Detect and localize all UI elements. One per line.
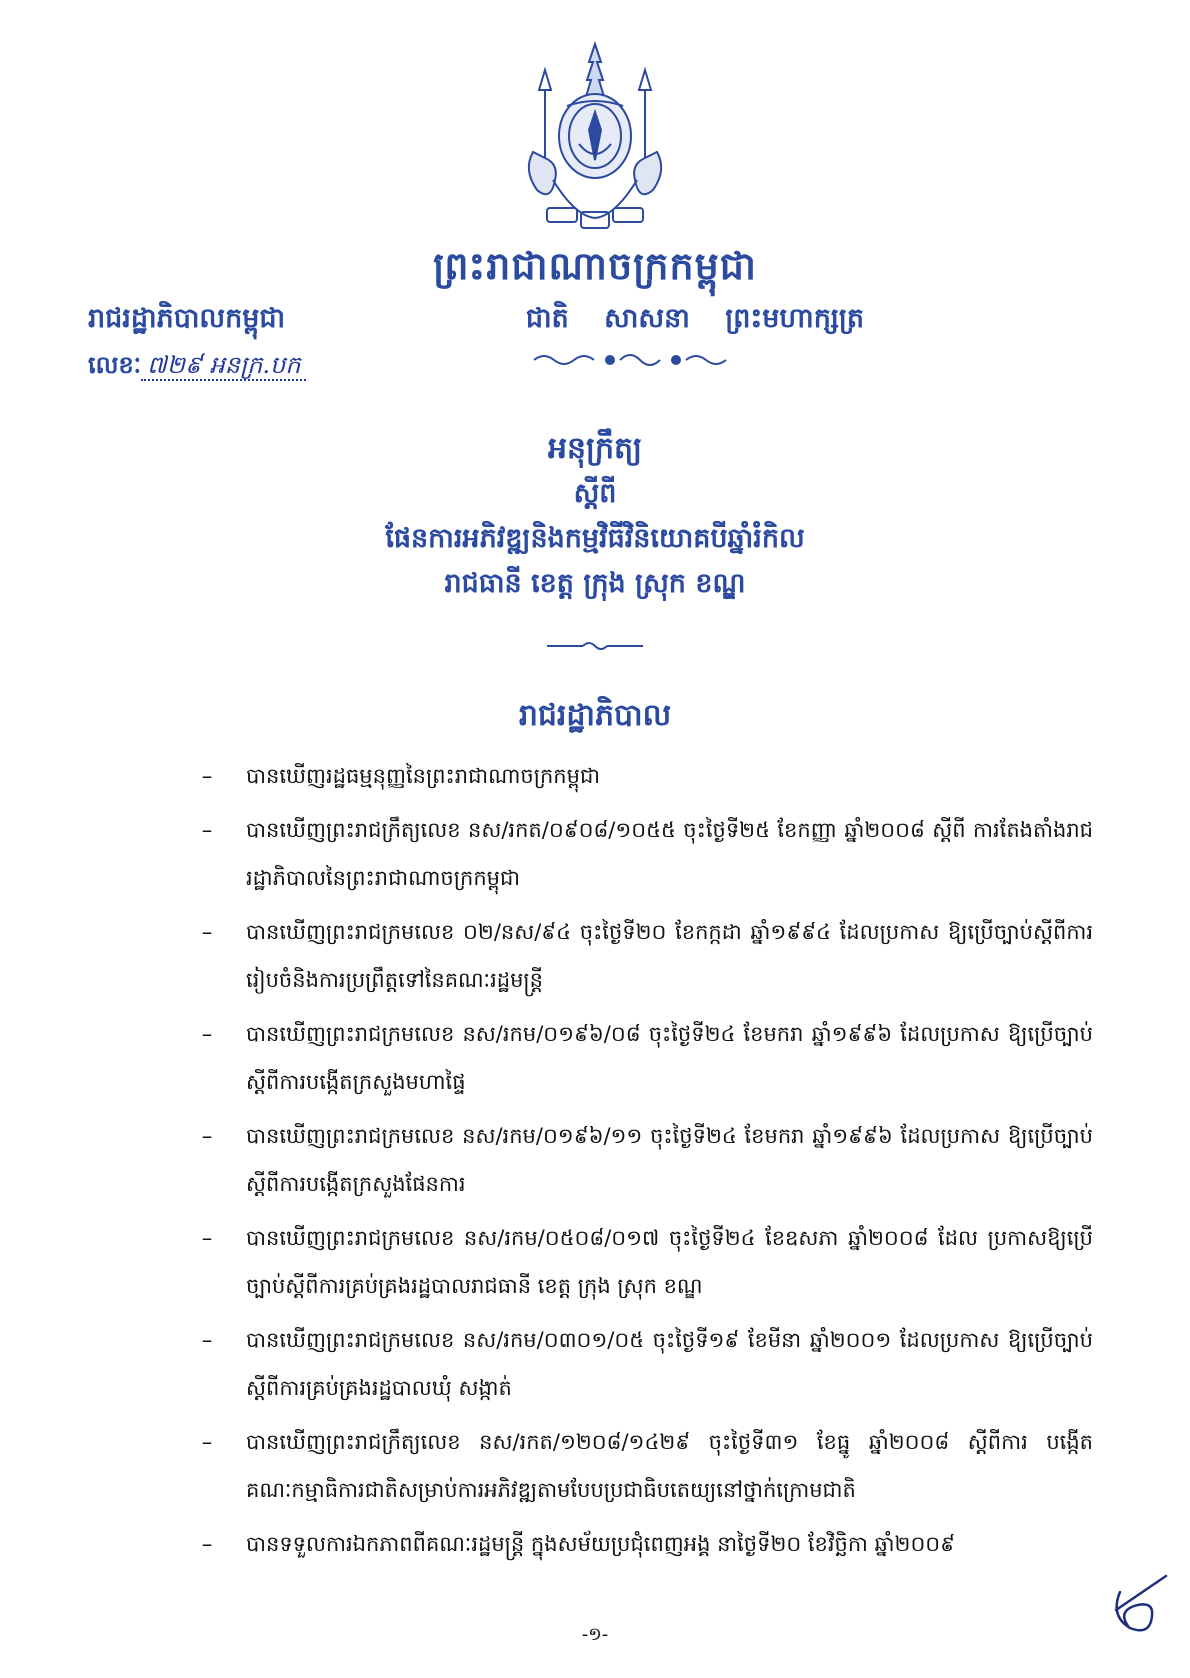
preamble-list [198, 752, 1093, 1574]
bullet-dash: – [201, 1124, 213, 1148]
preamble-text: បានឃើញរដ្ឋធម្មនុញ្ញនៃព្រះរាជាណាចក្រកម្ពុជា [246, 764, 600, 788]
government-heading: រាជរដ្ឋាភិបាល [518, 698, 672, 733]
national-motto: ជាតិ សាសនា ព្រះមហាក្សត្រ [525, 303, 865, 334]
bullet-dash: – [201, 1430, 213, 1454]
list-item [198, 1010, 1093, 1106]
bullet-dash: – [201, 1226, 213, 1250]
list-item [198, 1214, 1093, 1310]
preamble-text: បានឃើញព្រះរាជក្រឹត្យលេខ នស/រកត/០៩០៨/១០៥៥ ចុះថ្ងៃទី២៥ ខែកញ្ញា ឆ្នាំ២០០៨ ស្តីពី ការតែងតាំងរាជរដ្ឋាភិបាលនៃព្រះរាជាណាចក្រកម្ពុជា [246, 818, 1093, 890]
title-levels: រាជធានី ខេត្ត ក្រុង ស្រុក ខណ្ឌ [444, 568, 746, 599]
document-title [0, 426, 1190, 606]
bullet-dash: – [201, 920, 213, 944]
preamble-text: បានឃើញព្រះរាជក្រមលេខ ០២/នស/៩៤ ចុះថ្ងៃទី២០ ខែកក្កដា ឆ្នាំ១៩៩៤ ដែលប្រកាស ឱ្យប្រើច្បាប់ស្តីពីការរៀបចំនិងការប្រព្រឹត្តទៅនៃគណៈរដ្ឋមន្ត្រី [246, 920, 1093, 992]
list-item [198, 806, 1093, 902]
list-item [198, 1112, 1093, 1208]
government-name: រាជរដ្ឋាភិបាលកម្ពុជា [88, 303, 286, 334]
reference-value: ៧២៩ អនក្រ.បក [141, 351, 306, 381]
title-subject: ផែនការអភិវឌ្ឍនិងកម្មវិធីវិនិយោគបីឆ្នាំរំកិល [385, 523, 805, 554]
ornament-icon [530, 350, 730, 370]
bullet-dash: – [201, 1532, 213, 1556]
preamble-text: បានឃើញព្រះរាជក្រមលេខ នស/រកម/០៥០៨/០១៧ ចុះថ្ងៃទី២៤ ខែឧសភា ឆ្នាំ២០០៨ ដែល ប្រកាសឱ្យប្រើច្បាប់ស្តីពីការគ្រប់គ្រងរដ្ឋបាលរាជធានី ខេត្ត ក្រុង ស្រុក ខណ្ឌ [246, 1226, 1093, 1298]
list-item [198, 1520, 1093, 1568]
document-type: អនុក្រឹត្យ [547, 431, 643, 466]
bullet-dash: – [201, 1328, 213, 1352]
list-item [198, 1316, 1093, 1412]
preamble-text: បានឃើញព្រះរាជក្រមលេខ នស/រកម/០៣០១/០៥ ចុះថ្ងៃទី១៩ ខែមីនា ឆ្នាំ២០០១ ដែលប្រកាស ឱ្យប្រើច្បាប់ស្តីពីការគ្រប់គ្រងរដ្ឋបាលឃុំ សង្កាត់ [246, 1328, 1093, 1400]
reference-label: លេខៈ [88, 351, 142, 379]
preamble-text: បានឃើញព្រះរាជក្រឹត្យលេខ នស/រកត/១២០៨/១៤២៩ ចុះថ្ងៃទី៣១ ខែធ្នូ ឆ្នាំ២០០៨ ស្តីពីការ បង្កើតគណៈកម្មាធិការជាតិសម្រាប់ការអភិវឌ្ឍតាមបែបប្រជាធិបតេយ្យនៅថ្នាក់ក្រោមជាតិ [246, 1430, 1093, 1502]
preamble-text: បានទទួលការឯកភាពពីគណៈរដ្ឋមន្ត្រី ក្នុងសម័យប្រជុំពេញអង្គ នាថ្ងៃទី២០ ខែវិច្ឆិកា ឆ្នាំ២០០៩ [246, 1532, 956, 1556]
list-item [198, 908, 1093, 1004]
preamble-text: បានឃើញព្រះរាជក្រមលេខ នស/រកម/០១៩៦/១១ ចុះថ្ងៃទី២៤ ខែមករា ឆ្នាំ១៩៩៦ ដែលប្រកាស ឱ្យប្រើច្បាប់ស្តីពីការបង្កើតក្រសួងផែនការ [246, 1124, 1093, 1196]
list-item [198, 1418, 1093, 1514]
reference-number [88, 350, 306, 385]
bullet-dash: – [201, 818, 213, 842]
page-number: -១- [581, 1624, 609, 1645]
divider-icon [547, 640, 643, 652]
handwritten-initials-icon [1106, 1570, 1176, 1640]
kingdom-title: ព្រះរាជាណាចក្រកម្ពុជា [433, 244, 757, 288]
list-item [198, 752, 1093, 800]
title-about: ស្តីពី [573, 478, 617, 509]
royal-emblem-icon [515, 40, 675, 240]
preamble-text: បានឃើញព្រះរាជក្រមលេខ នស/រកម/០១៩៦/០៨ ចុះថ្ងៃទី២៤ ខែមករា ឆ្នាំ១៩៩៦ ដែលប្រកាស ឱ្យប្រើច្បាប់ស្តីពីការបង្កើតក្រសួងមហាផ្ទៃ [246, 1022, 1093, 1094]
bullet-dash: – [201, 1022, 213, 1046]
bullet-dash: – [201, 764, 213, 788]
